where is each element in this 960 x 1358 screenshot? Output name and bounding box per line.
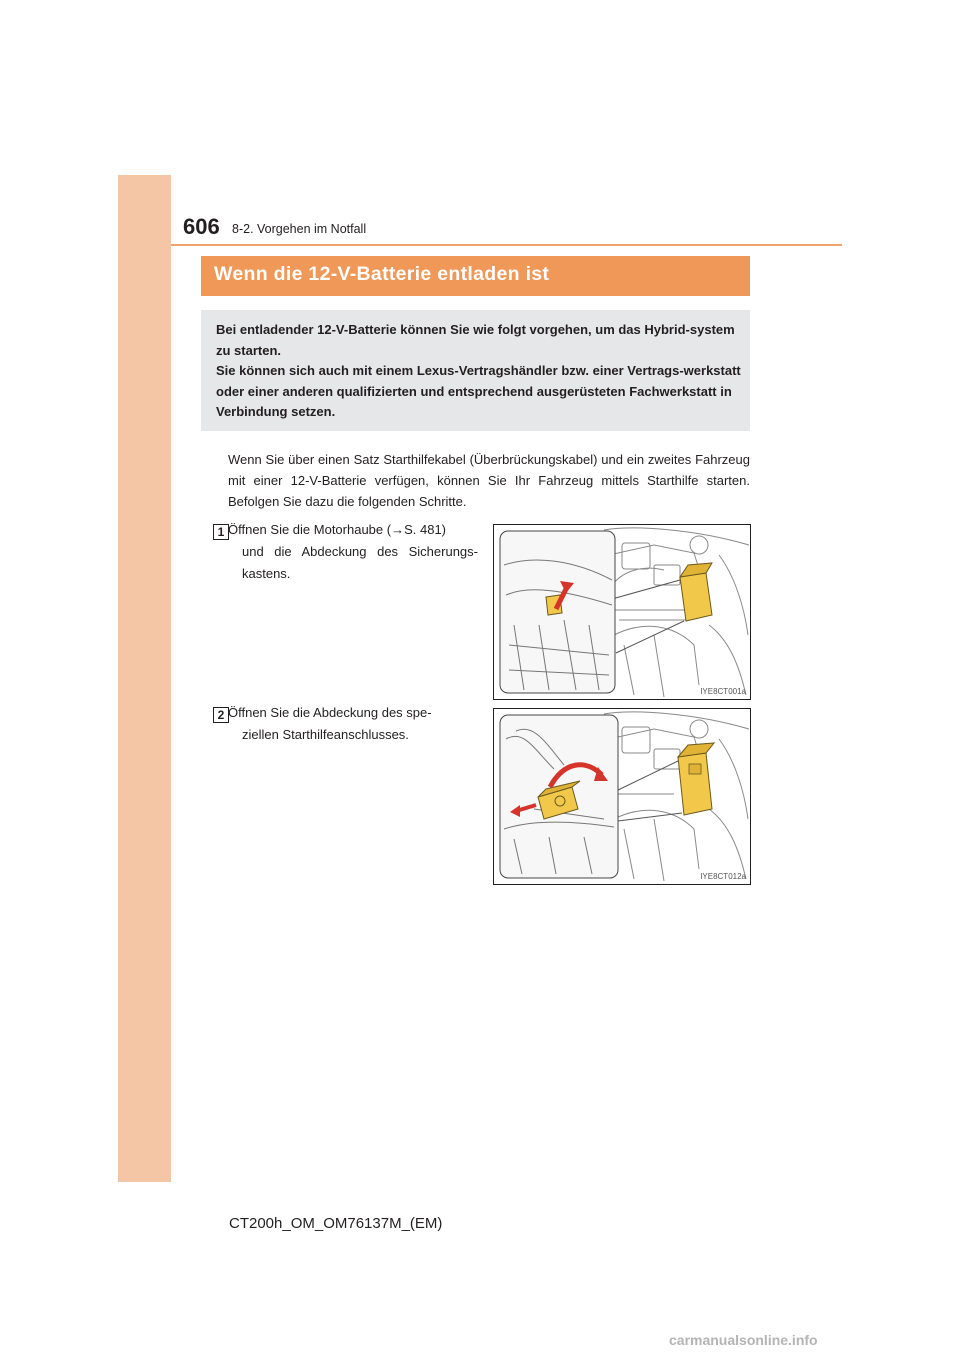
section-label: 8-2. Vorgehen im Notfall — [232, 222, 367, 236]
step-2-continuation: ziellen Starthilfeanschlusses. — [242, 727, 409, 742]
step-number-2: 2 — [213, 707, 229, 723]
figure-1-code: IYE8CT001a — [700, 687, 746, 696]
watermark[interactable]: carmanualsonline.info — [669, 1332, 818, 1348]
document-code-footer: CT200h_OM_OM76137M_(EM) — [229, 1215, 443, 1232]
step-2-line-1: Öffnen Sie die Abdeckung des spe- — [228, 705, 432, 720]
step-1-line-1: Öffnen Sie die Motorhaube (→S. 481) — [228, 522, 446, 537]
step-1-continuation: und die Abdeckung des Sicherungs-kastens. — [242, 544, 478, 581]
engine-bay-illustration-1 — [494, 525, 750, 699]
chapter-sidebar-tab — [118, 175, 171, 1182]
title-bar — [201, 256, 750, 296]
page-number: 606 — [183, 214, 220, 239]
intro-line-2: Sie können sich auch mit einem Lexus-Vertragshändler bzw. einer Vertrags-werkstatt oder einer anderen qualifizierten und entsprechend ausgerüsteten Fachwerkstatt in Verbindung setzen. — [216, 363, 741, 419]
intro-line-1: Bei entladender 12-V-Batterie können Sie wie folgt vorgehen, um das Hybrid-system zu starten. — [216, 322, 735, 358]
figure-fuse-box-cover — [493, 524, 751, 700]
body-paragraph: Wenn Sie über einen Satz Starthilfekabel (Überbrückungskabel) und ein zweites Fahrzeug mit einer 12-V-Batterie verfügen, können Sie Ihr Fahrzeug mittels Starthilfe starten. Befolgen Sie dazu die folgenden Schritte. — [228, 452, 750, 509]
intro-box — [201, 310, 750, 431]
page-title: Wenn die 12-V-Batterie entladen ist — [214, 263, 550, 285]
figure-2-code: IYE8CT012a — [700, 872, 746, 881]
step-1-text — [228, 519, 478, 585]
figure-jump-start-terminal-cover — [493, 708, 751, 885]
step-2-text — [228, 702, 478, 746]
engine-bay-illustration-2 — [494, 709, 750, 884]
step-number-1: 1 — [213, 524, 229, 540]
header-rule — [171, 244, 842, 246]
